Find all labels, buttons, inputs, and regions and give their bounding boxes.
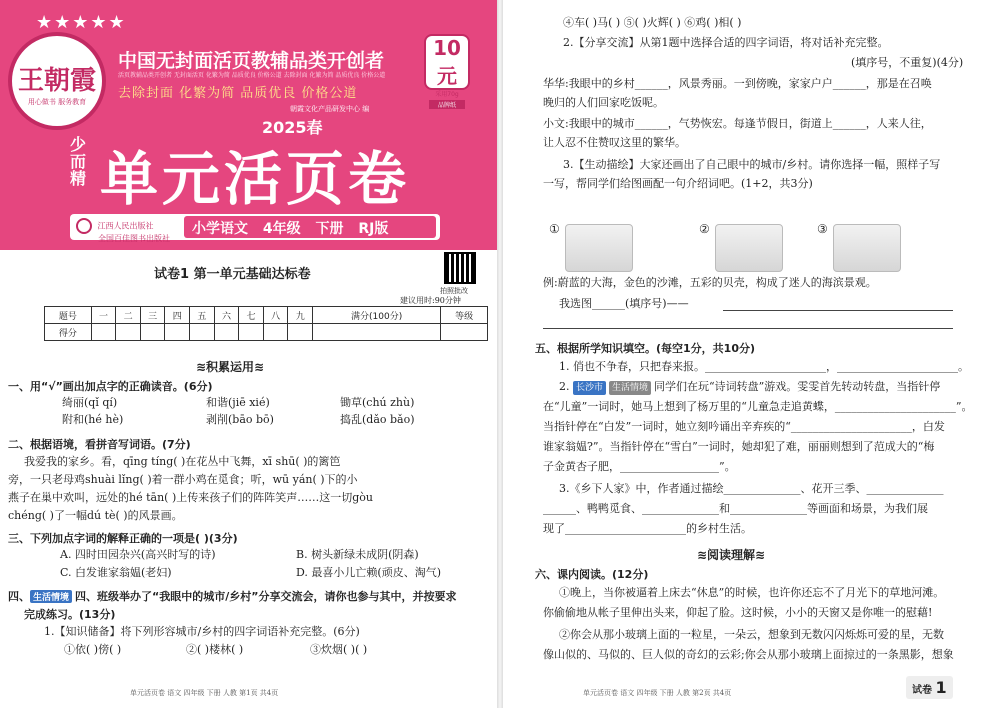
passage-line: chéng( )了一幅dú tè( )的风景画。 — [8, 509, 183, 522]
score-input[interactable] — [116, 324, 141, 341]
question-4 — [8, 588, 457, 604]
section-heading: ≋阅读理解≋ — [697, 548, 766, 562]
grade: 4年级 — [262, 221, 301, 237]
qr-code[interactable] — [444, 252, 476, 284]
publisher-name: 江西人民出版社 — [97, 221, 154, 231]
sub-question-line2: 一写，帮同学们给图画配一句介绍词吧。(1+2，共3分) — [543, 177, 813, 190]
score-cell: 八 — [263, 307, 288, 324]
score-cell: 满分(100分) — [313, 307, 441, 324]
fill-blank[interactable]: ①依( )傍( ) — [64, 643, 122, 656]
score-input[interactable] — [313, 324, 441, 341]
suggested-time: 建议用时:90分钟 — [400, 296, 461, 305]
score-cell: 九 — [288, 307, 313, 324]
score-input[interactable] — [214, 324, 239, 341]
edition: RJ版 — [358, 221, 389, 237]
village-picture[interactable] — [833, 224, 901, 272]
score-input[interactable] — [441, 324, 488, 341]
seaside-picture[interactable] — [565, 224, 633, 272]
question-4-line2: 完成练习。(13分) — [24, 608, 116, 621]
exam-page-badge — [906, 676, 953, 699]
option[interactable]: 锄草(chú zhù) — [340, 396, 415, 409]
crown-stars-icon: ★★★★★ — [36, 12, 127, 33]
score-input[interactable] — [165, 324, 190, 341]
page-number: 1 — [935, 678, 947, 697]
exam-title: 试卷1 第一单元基础达标卷 — [154, 267, 311, 282]
q5-2-line — [559, 380, 940, 395]
dialogue-line: 晚归的人们回家吃饭呢。 — [543, 96, 664, 109]
score-table — [44, 306, 488, 341]
page-label: 试卷 — [912, 685, 932, 696]
reading-paragraph: ②你会从那小玻璃上面的一粒星，一朵云，想象到无数闪闪烁烁可爱的星，无数 — [559, 628, 944, 641]
question-4-text: 四、班级举办了“我眼中的城市/乡村”分享交流会，请你也参与其中，并按要求 — [75, 590, 457, 603]
choice-d[interactable]: D. 最喜小儿亡赖(顽皮、淘气) — [296, 566, 442, 579]
option[interactable]: 附和(hé hè) — [62, 413, 124, 426]
price-badge — [424, 34, 470, 109]
header-tagline: 中国无封面活页教辅品类开创者 — [118, 50, 385, 72]
poem-fill[interactable]: 1. 俏也不争春，只把春来报。______________________，______________________。 — [559, 360, 969, 373]
q5-2-number: 2. — [559, 380, 573, 393]
question-3: 三、下列加点字词的解释正确的一项是( )(3分) — [8, 532, 238, 545]
score-cell: 等级 — [441, 307, 488, 324]
brand-name: 王朝霞 — [17, 66, 96, 96]
score-cell: 三 — [140, 307, 165, 324]
context-tag: 生活情境 — [30, 590, 72, 603]
fill-blank[interactable]: ③炊烟( )( ) — [310, 643, 368, 656]
q5-2-text: 同学们在玩“诗词转盘”游戏。雯雯首先转动转盘，当指针停 — [654, 380, 941, 393]
reading-paragraph: 像山似的、马似的、巨人似的奇幻的云彩;你会从那小玻璃上面掠过的一条黑影，想象 — [543, 648, 954, 661]
score-input[interactable] — [140, 324, 165, 341]
choice-b[interactable]: B. 树头新绿未成阴(阴森) — [296, 548, 419, 561]
question-note: (填序号，不重复)(4分) — [851, 56, 964, 69]
option[interactable]: 和谐(jiē xié) — [206, 396, 270, 409]
paper-weight: 采用70g — [435, 91, 459, 98]
text-fill[interactable]: 现了______________________的乡村生活。 — [543, 522, 752, 535]
passage-line: 我爱我的家乡。看，qīng tíng( )在花丛中飞舞，xī shū( )的篱笆 — [24, 455, 341, 468]
dialogue-line: 让人忍不住赞叹这里的繁华。 — [543, 136, 686, 149]
context-tag: 生活情境 — [609, 381, 651, 395]
score-cell: 得分 — [45, 324, 92, 341]
score-header-row — [45, 307, 488, 324]
score-cell: 题号 — [45, 307, 92, 324]
example-sentence: 例:蔚蓝的大海，金色的沙滩，五彩的贝壳，构成了迷人的海滨景观。 — [543, 276, 877, 289]
poem-fill: 谁家翁媪?”。当指针停在“雪白”一词时，她却犯了难，丽丽则想到了范成大的“梅 — [543, 440, 935, 453]
section-heading: ≋积累运用≋ — [196, 360, 265, 374]
choice-a[interactable]: A. 四时田园杂兴(高兴时写的诗) — [60, 548, 216, 561]
score-cell: 二 — [116, 307, 141, 324]
paper-brand: 品牌纸 — [429, 100, 465, 109]
publisher-sub: 全国百佳图书出版社 — [98, 234, 170, 243]
score-cell: 六 — [214, 307, 239, 324]
dialogue-line[interactable]: 小文:我眼中的城市______，气势恢宏。每逢节假日，街道上______，人来人往， — [543, 117, 932, 130]
score-cell: 五 — [190, 307, 215, 324]
answer-line[interactable] — [543, 328, 953, 329]
city-picture[interactable] — [715, 224, 783, 272]
brand-subtitle: 用心做书 服务教育 — [27, 98, 87, 106]
poem-fill[interactable]: 子金黄杏子肥，__________________”。 — [543, 460, 736, 473]
question-5: 五、根据所学知识填空。(每空1分，共10分) — [535, 342, 756, 355]
price-value: 10元 — [433, 36, 461, 88]
publisher-logo-icon — [76, 218, 92, 234]
header-small-text: 活页教辅品类开创者 无封面活页 化繁为简 品质优良 价格公道 去除封面 化繁为简 品质优良 价格公道 — [118, 72, 386, 79]
publisher — [76, 218, 170, 243]
reading-paragraph: 你偷偷地从帐子里伸出头来，仰起了脸。这时候，小小的天窗又是你唯一的慰藉! — [543, 606, 933, 619]
subject: 小学语文 — [192, 221, 248, 237]
shao-label: 少而精 — [70, 135, 87, 188]
right-page — [503, 0, 1000, 708]
question-4-prefix: 四、 — [8, 590, 30, 603]
option[interactable]: 剥削(bāo bō) — [206, 413, 274, 426]
score-input[interactable] — [239, 324, 264, 341]
passage-line: 燕子在巢中欢叫，远处的hé tān( )上传来孩子们的阵阵笑声……这一切gòu — [8, 491, 373, 504]
picture-number: ① — [549, 222, 560, 236]
header-slogan: 去除封面 化繁为简 品质优良 价格公道 — [118, 86, 358, 101]
page-footer: 单元活页卷 语文 四年级 下册 人教 第2页 共4页 — [583, 689, 732, 697]
brand-logo — [8, 32, 106, 130]
choose-picture-line[interactable]: 我选图______(填序号)—— — [559, 297, 689, 310]
year-label: 2025春 — [262, 118, 323, 137]
answer-line[interactable] — [723, 310, 953, 311]
editor-credit: 朝霞文化产品研发中心 编 — [290, 105, 370, 113]
score-input[interactable] — [91, 324, 116, 341]
qr-label: 拍照批改 — [440, 287, 468, 295]
score-cell: 一 — [91, 307, 116, 324]
poem-fill[interactable]: 在“儿童”一词时，她马上想到了杨万里的“儿童急走追黄蝶，______________________”。 — [543, 400, 973, 413]
option[interactable]: 绮丽(qǐ qí) — [62, 396, 118, 409]
dialogue-line[interactable]: 华华:我眼中的乡村______，风景秀丽。一到傍晚，家家户户______，那是在召唤 — [543, 77, 932, 90]
poem-fill[interactable]: 当指针停在“白发”一词时，她立刻吟诵出辛弃疾的“______________________，白发 — [543, 420, 945, 433]
picture-number: ② — [699, 222, 710, 236]
question-1: 一、用“√”画出加点字的正确读音。(6分) — [8, 380, 213, 393]
fill-blank[interactable]: ②( )楼林( ) — [186, 643, 244, 656]
score-cell: 七 — [239, 307, 264, 324]
option[interactable]: 捣乱(dǎo bǎo) — [340, 413, 415, 426]
score-row — [45, 324, 488, 341]
edition-band — [184, 216, 436, 238]
score-input[interactable] — [263, 324, 288, 341]
passage-line: 旁，一只老母鸡shuài lǐng( )着一群小鸡在觅食；听，wū yán( )下的小 — [8, 473, 358, 486]
page-footer: 单元活页卷 语文 四年级 下册 人教 第1页 共4页 — [130, 689, 279, 697]
question-2: 二、根据语境，看拼音写词语。(7分) — [8, 438, 191, 451]
sub-question: 3.【生动描绘】大家还画出了自己眼中的城市/乡村。请你选择一幅，照样子写 — [563, 158, 941, 171]
fill-blank-row[interactable]: ④车( )马( ) ⑤( )火辉( ) ⑥鸡( )相( ) — [563, 16, 742, 29]
score-cell: 四 — [165, 307, 190, 324]
left-page — [0, 0, 497, 708]
picture-number: ③ — [817, 222, 828, 236]
score-input[interactable] — [190, 324, 215, 341]
book-title: 单元活页卷 — [100, 145, 411, 213]
choice-c[interactable]: C. 白发谁家翁媪(老妇) — [60, 566, 172, 579]
sub-question: 2.【分享交流】从第1题中选择合适的四字词语，将对话补充完整。 — [563, 36, 889, 49]
city-tag: 长沙市 — [573, 381, 606, 395]
question-6: 六、课内阅读。(12分) — [535, 568, 649, 581]
text-fill[interactable]: ______、鸭鸭觅食、______________和______________等画面和场景，为我们展 — [543, 502, 928, 515]
score-input[interactable] — [288, 324, 313, 341]
text-fill[interactable]: 3.《乡下人家》中，作者通过描绘______________、花开三季、______________ — [559, 482, 944, 495]
term: 下册 — [315, 221, 344, 237]
reading-paragraph: ①晚上，当你被逼着上床去“休息”的时候，也许你还忘不了月光下的草地河滩。 — [559, 586, 945, 599]
sub-question: 1.【知识储备】将下列形容城市/乡村的四字词语补充完整。(6分) — [44, 625, 360, 638]
